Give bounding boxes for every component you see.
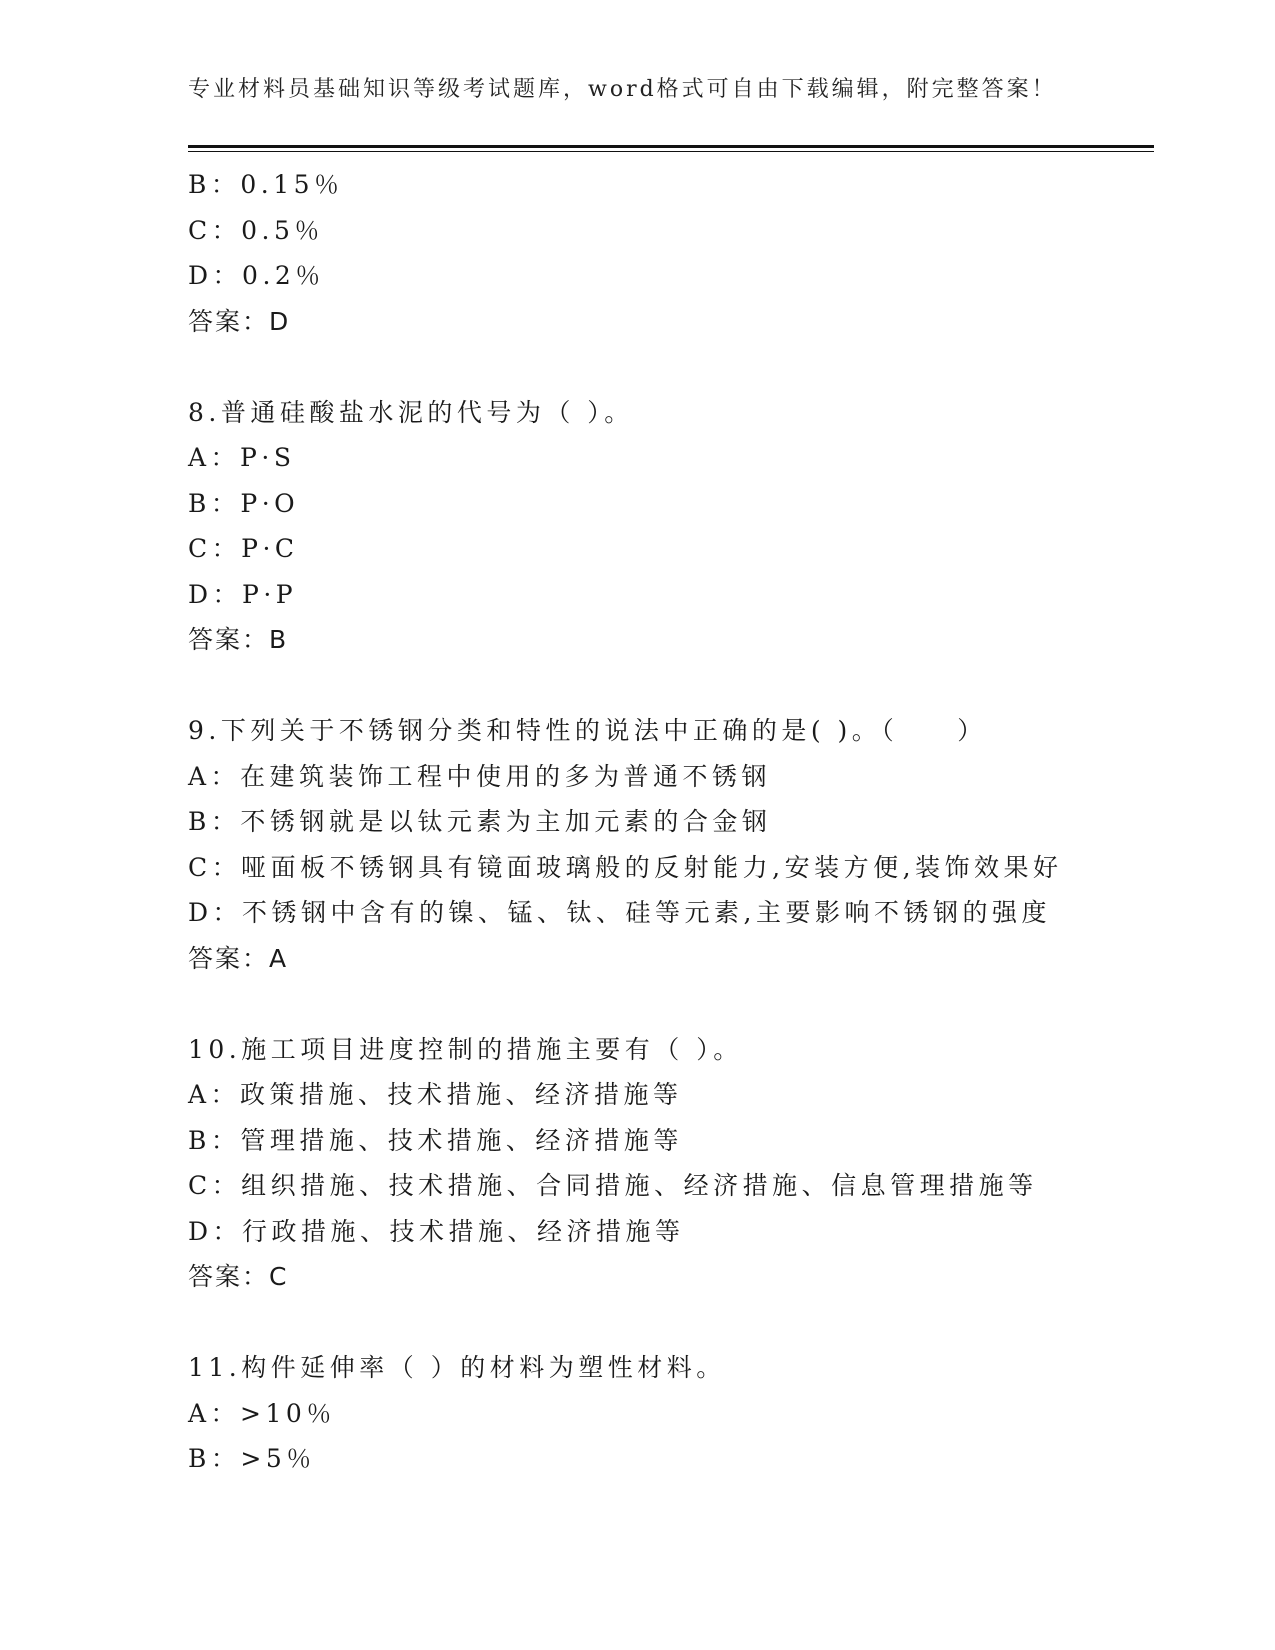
question-11 [188,1345,1168,1482]
spacer [188,344,1168,390]
answer-line: 答案：B [188,625,289,654]
question-8 [188,390,1168,663]
option-c: C：哑面板不锈钢具有镜面玻璃般的反射能力,安装方便,装饰效果好 [188,852,1063,882]
option-d: D：行政措施、技术措施、经济措施等 [188,1216,685,1246]
option-b: B：管理措施、技术措施、经济措施等 [188,1125,683,1155]
option-d: D：0.2％ [188,261,325,290]
header-rule-thick [188,145,1154,148]
question-9 [188,708,1168,981]
spacer [188,1300,1168,1346]
answer-line: 答案：C [188,1262,289,1291]
question-stem: 11.构件延伸率（ ）的材料为塑性材料。 [188,1353,726,1382]
option-d: D：不锈钢中含有的镍、锰、钛、硅等元素,主要影响不锈钢的强度 [188,898,1051,927]
answer-line: 答案：D [188,306,291,336]
spacer [188,981,1168,1027]
option-b: B：>5％ [188,1444,316,1473]
option-a: A：>10％ [188,1398,336,1428]
option-a: A：在建筑装饰工程中使用的多为普通不锈钢 [188,761,772,791]
option-c: C：P·C [188,534,299,563]
header-rule-thin [188,151,1154,152]
question-stem: 9.下列关于不锈钢分类和特性的说法中正确的是( )。（ ） [188,716,987,745]
question-7 [188,162,1168,344]
option-a: A：P·S [188,443,296,472]
question-list [188,162,1168,1482]
option-d: D：P·P [188,579,298,609]
question-stem: 8.普通硅酸盐水泥的代号为（ ）。 [188,397,634,427]
question-10 [188,1027,1168,1300]
question-stem: 10.施工项目进度控制的措施主要有（ ）。 [188,1034,743,1064]
document-header: 专业材料员基础知识等级考试题库，word格式可自由下载编辑，附完整答案！ [188,77,1057,102]
spacer [188,663,1168,709]
option-b: B：不锈钢就是以钛元素为主加元素的合金钢 [188,807,772,836]
option-b: B：P·O [188,488,300,518]
option-b: B：0.15％ [188,170,344,199]
option-c: C：0.5％ [188,215,324,245]
option-c: C：组织措施、技术措施、合同措施、经济措施、信息管理措施等 [188,1171,1038,1200]
answer-line: 答案：A [188,943,289,973]
option-a: A：政策措施、技术措施、经济措施等 [188,1080,683,1109]
